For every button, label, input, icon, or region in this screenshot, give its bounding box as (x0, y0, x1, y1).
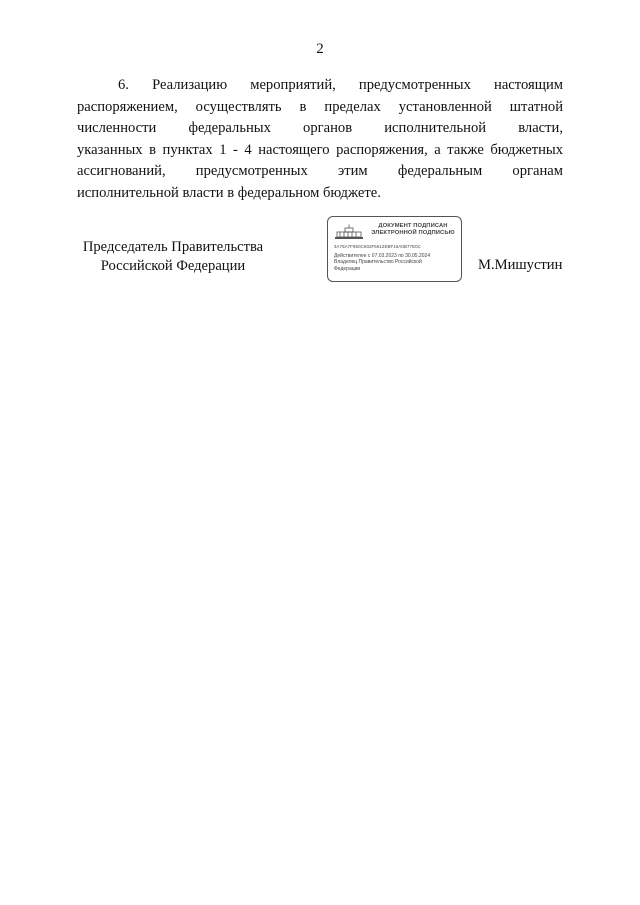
government-building-icon (334, 224, 364, 240)
stamp-heading-line: ЭЛЕКТРОННОЙ ПОДПИСЬЮ (371, 230, 455, 236)
stamp-holder-info (334, 253, 458, 272)
stamp-heading-line: ДОКУМЕНТ ПОДПИСАН (378, 223, 448, 229)
signer-title-line: Российской Федерации (100, 258, 246, 274)
page-number: 2 (316, 41, 324, 57)
paragraph-line: исполнительной власти в федеральном бюджете. (77, 184, 381, 201)
stamp-heading (368, 223, 458, 237)
paragraph-line: 6. Реализацию мероприятий, предусмотренных настоящим (118, 77, 563, 93)
signer-title (78, 238, 268, 276)
paragraph-line: численности федеральных органов исполнительной власти, (77, 120, 563, 137)
signer-title-line: Председатель Правительства (82, 239, 264, 255)
electronic-signature-stamp (327, 216, 462, 282)
signer-name: М.Мишустин (478, 257, 563, 273)
stamp-certificate: 3A75A7F950C602F5612EBF16A0B77E0C (334, 244, 421, 249)
paragraph-line: указанных в пунктах 1 - 4 настоящего распоряжения, а также бюджетных (77, 141, 563, 158)
stamp-owner-line: Владелец Правительство Российской (334, 259, 422, 266)
paragraph-item-6 (77, 75, 563, 205)
stamp-owner-line: Федерации (334, 265, 361, 272)
paragraph-line: распоряжением, осуществлять в пределах установленной штатной (77, 98, 563, 115)
paragraph-line: ассигнований, предусмотренных этим федеральным органам (77, 163, 563, 180)
stamp-validity: Действителен с 07.03.2023 по 30.05.2024 (334, 253, 431, 259)
